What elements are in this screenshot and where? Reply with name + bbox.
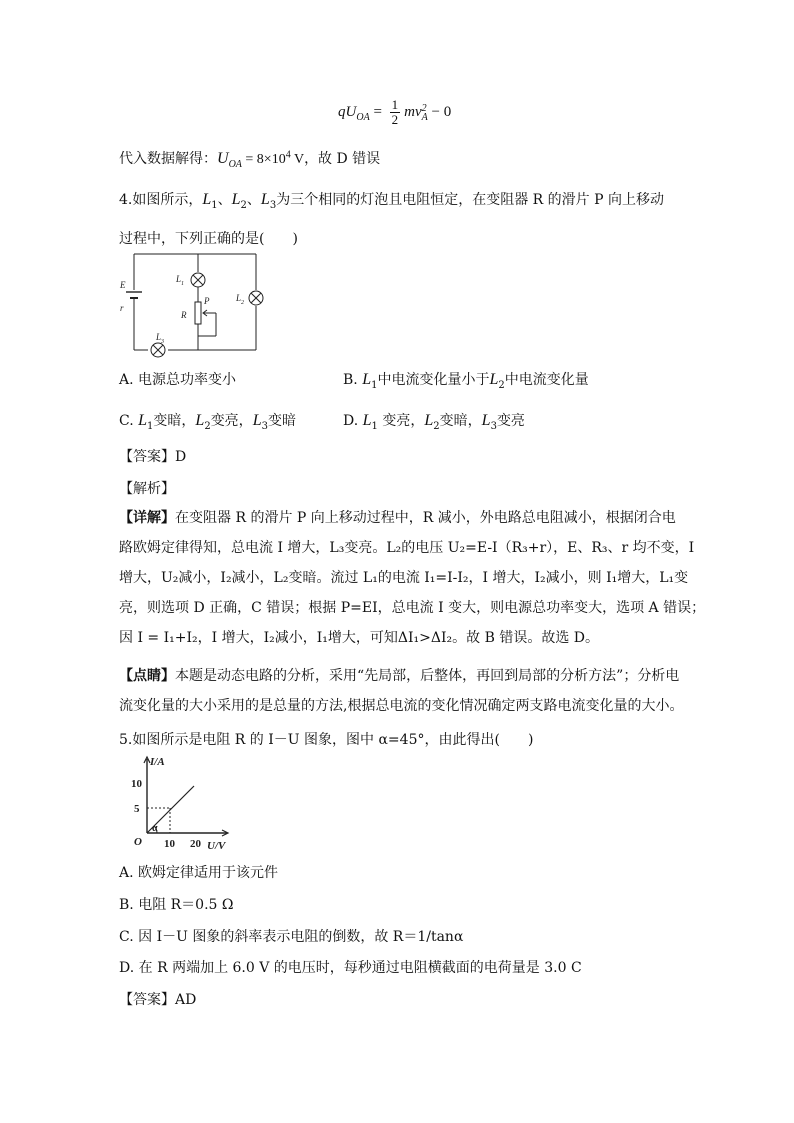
formula-eq: =	[373, 103, 382, 120]
q4-d-l1-sub: 1	[371, 420, 378, 432]
q4-c-2: 变亮，	[210, 413, 253, 429]
q4-stem-line1	[119, 189, 664, 211]
q4-d-2: 变暗，	[439, 413, 482, 429]
substitution-unit: V	[290, 152, 305, 167]
substitution-exp: 4	[285, 149, 291, 161]
label-l3: L	[156, 332, 162, 342]
graph-ylabel: I/A	[150, 756, 165, 768]
q4-c-l1: L	[138, 412, 148, 429]
q4-detail-l5: 因 I = I₁+I₂，I 增大，I₂减小，I₁增大，可知ΔI₁>ΔI₂。故 B 错误。故选 D。	[119, 630, 599, 646]
substitution-prefix: 代入数据解得：	[119, 151, 217, 167]
circuit-diagram	[118, 252, 268, 360]
q4-l1-sub: 1	[211, 199, 218, 211]
q4-c-l1-sub: 1	[147, 420, 154, 432]
formula-lhs-sub: OA	[356, 111, 370, 123]
q4-b-end: 中电流变化量	[504, 372, 589, 388]
q4-detail-l2: 路欧姆定律得知，总电流 I 增大，L₃变亮。L₂的电压 U₂=E-I（R₃+r），E、R₃、r 均不变，I	[119, 540, 695, 556]
label-l2: L	[236, 293, 242, 303]
q4-d-1: 变亮，	[377, 413, 425, 429]
q4-analysis-label: 【解析】	[119, 481, 175, 497]
q5-option-b: B. 电阻 R＝0.5 Ω	[119, 897, 234, 913]
q4-prefix: 4.如图所示，	[119, 192, 203, 208]
formula-rhs: mv	[404, 103, 422, 120]
q4-l3: L	[260, 191, 270, 208]
q4-point	[119, 661, 683, 721]
graph-xlabel: U/V	[207, 840, 226, 852]
q4-sep2: 、	[246, 192, 261, 208]
label-l1: L	[176, 274, 182, 284]
label-p: P	[204, 296, 210, 306]
substitution-line	[119, 148, 380, 170]
q4-c-1: 变暗，	[153, 413, 196, 429]
q4-l1: L	[202, 191, 212, 208]
graph-angle: α	[152, 823, 158, 834]
substitution-suffix: ，故 D 错误	[304, 151, 381, 167]
substitution-value: = 8×10	[241, 152, 286, 167]
graph-origin: O	[134, 836, 142, 848]
q4-answer: 【答案】D	[119, 449, 187, 465]
q4-d-l2: L	[424, 412, 434, 429]
label-l3-sub: 3	[161, 339, 164, 345]
label-e: E	[120, 280, 126, 290]
q4-d-l2-sub: 2	[433, 420, 440, 432]
q4-stem-line2: 过程中，下列正确的是( )	[119, 231, 298, 247]
substitution-var: U	[217, 150, 229, 167]
q4-b-prefix: B.	[343, 372, 363, 388]
label-l2-sub: 2	[241, 300, 244, 306]
label-r: r	[120, 303, 124, 313]
q4-detail-l3: 增大，U₂减小，I₂减小，L₂变暗。流过 L₁的电流 I₁=I-I₂，I 增大，I₂减小，则 I₁增大，L₁变	[119, 570, 689, 586]
q5-stem: 5.如图所示是电阻 R 的 I－U 图象，图中 α=45°，由此得出( )	[119, 732, 534, 748]
q4-option-b	[343, 369, 589, 391]
q4-option-a: A. 电源总功率变小	[119, 372, 237, 388]
q4-c-3: 变暗	[267, 413, 296, 429]
graph-xtick-10: 10	[164, 838, 175, 850]
q5-answer: 【答案】AD	[119, 992, 197, 1008]
q4-l3-sub: 3	[269, 199, 277, 211]
q4-point-label: 【点睛】	[119, 668, 175, 684]
q4-d-l1: L	[362, 412, 372, 429]
q4-b-l1: L	[362, 371, 372, 388]
graph-xtick-20: 20	[190, 838, 201, 850]
q4-d-3: 变亮	[496, 413, 525, 429]
q4-c-l3-sub: 3	[261, 420, 268, 432]
formula-rhs-sup: 2	[421, 102, 427, 114]
q4-sep1: 、	[217, 192, 232, 208]
q4-b-l1-sub: 1	[371, 379, 378, 391]
q4-detail-label: 【详解】	[119, 510, 175, 526]
q4-c-l2-sub: 2	[204, 420, 211, 432]
q4-c-l2: L	[195, 412, 205, 429]
q4-option-d	[343, 410, 525, 432]
kinetic-energy-formula	[338, 98, 451, 127]
q4-l2-sub: 2	[240, 199, 247, 211]
formula-tail: − 0	[431, 103, 452, 120]
substitution-var-sub: OA	[228, 158, 242, 170]
q5-option-c: C. 因 I－U 图象的斜率表示电阻的倒数，故 R＝1/tanα	[119, 929, 464, 945]
frac-den: 2	[391, 112, 399, 127]
q4-option-c	[119, 410, 296, 432]
q4-stem-text: 为三个相同的灯泡且电阻恒定，在变阻器 R 的滑片 P 向上移动	[276, 192, 664, 208]
q4-c-l3: L	[252, 412, 262, 429]
q4-b-l2-sub: 2	[498, 379, 505, 391]
q4-d-prefix: D.	[343, 413, 363, 429]
formula-fraction	[390, 98, 401, 127]
q4-detail-l4: 亮，则选项 D 正确，C 错误；根据 P=EI，总电流 I 变大，则电源总功率变大，选项 A 错误；	[119, 600, 706, 616]
label-l1-sub: 1	[181, 281, 184, 287]
q4-d-l3: L	[481, 412, 491, 429]
q4-b-l2: L	[489, 371, 499, 388]
graph-ytick-10: 10	[131, 778, 142, 790]
q4-point-l1: 本题是动态电路的分析，采用“先局部，后整体，再回到局部的分析方法”；分析电	[175, 668, 680, 684]
frac-num: 1	[391, 97, 399, 112]
q5-option-d: D. 在 R 两端加上 6.0 V 的电压时，每秒通过电阻横截面的电荷量是 3.0 C	[119, 960, 582, 976]
q4-detail-l1: 在变阻器 R 的滑片 P 向上移动过程中，R 减小，外电路总电阻减小，根据闭合电	[175, 510, 676, 526]
q4-point-l2: 流变化量的大小采用的是总量的方法,根据总电流的变化情况确定两支路电流变化量的大小。	[119, 698, 684, 714]
q4-c-prefix: C.	[119, 413, 139, 429]
formula-rhs-sub: A	[421, 111, 428, 123]
graph-ytick-5: 5	[134, 803, 140, 815]
q4-b-mid: 中电流变化量小于	[377, 372, 490, 388]
iu-graph	[122, 753, 232, 853]
q4-detail	[119, 503, 705, 653]
label-r-resistor: R	[181, 310, 187, 320]
q4-d-l3-sub: 3	[490, 420, 497, 432]
formula-lhs: qU	[338, 103, 357, 120]
q4-l2: L	[231, 191, 241, 208]
q5-option-a: A. 欧姆定律适用于该元件	[119, 865, 279, 881]
